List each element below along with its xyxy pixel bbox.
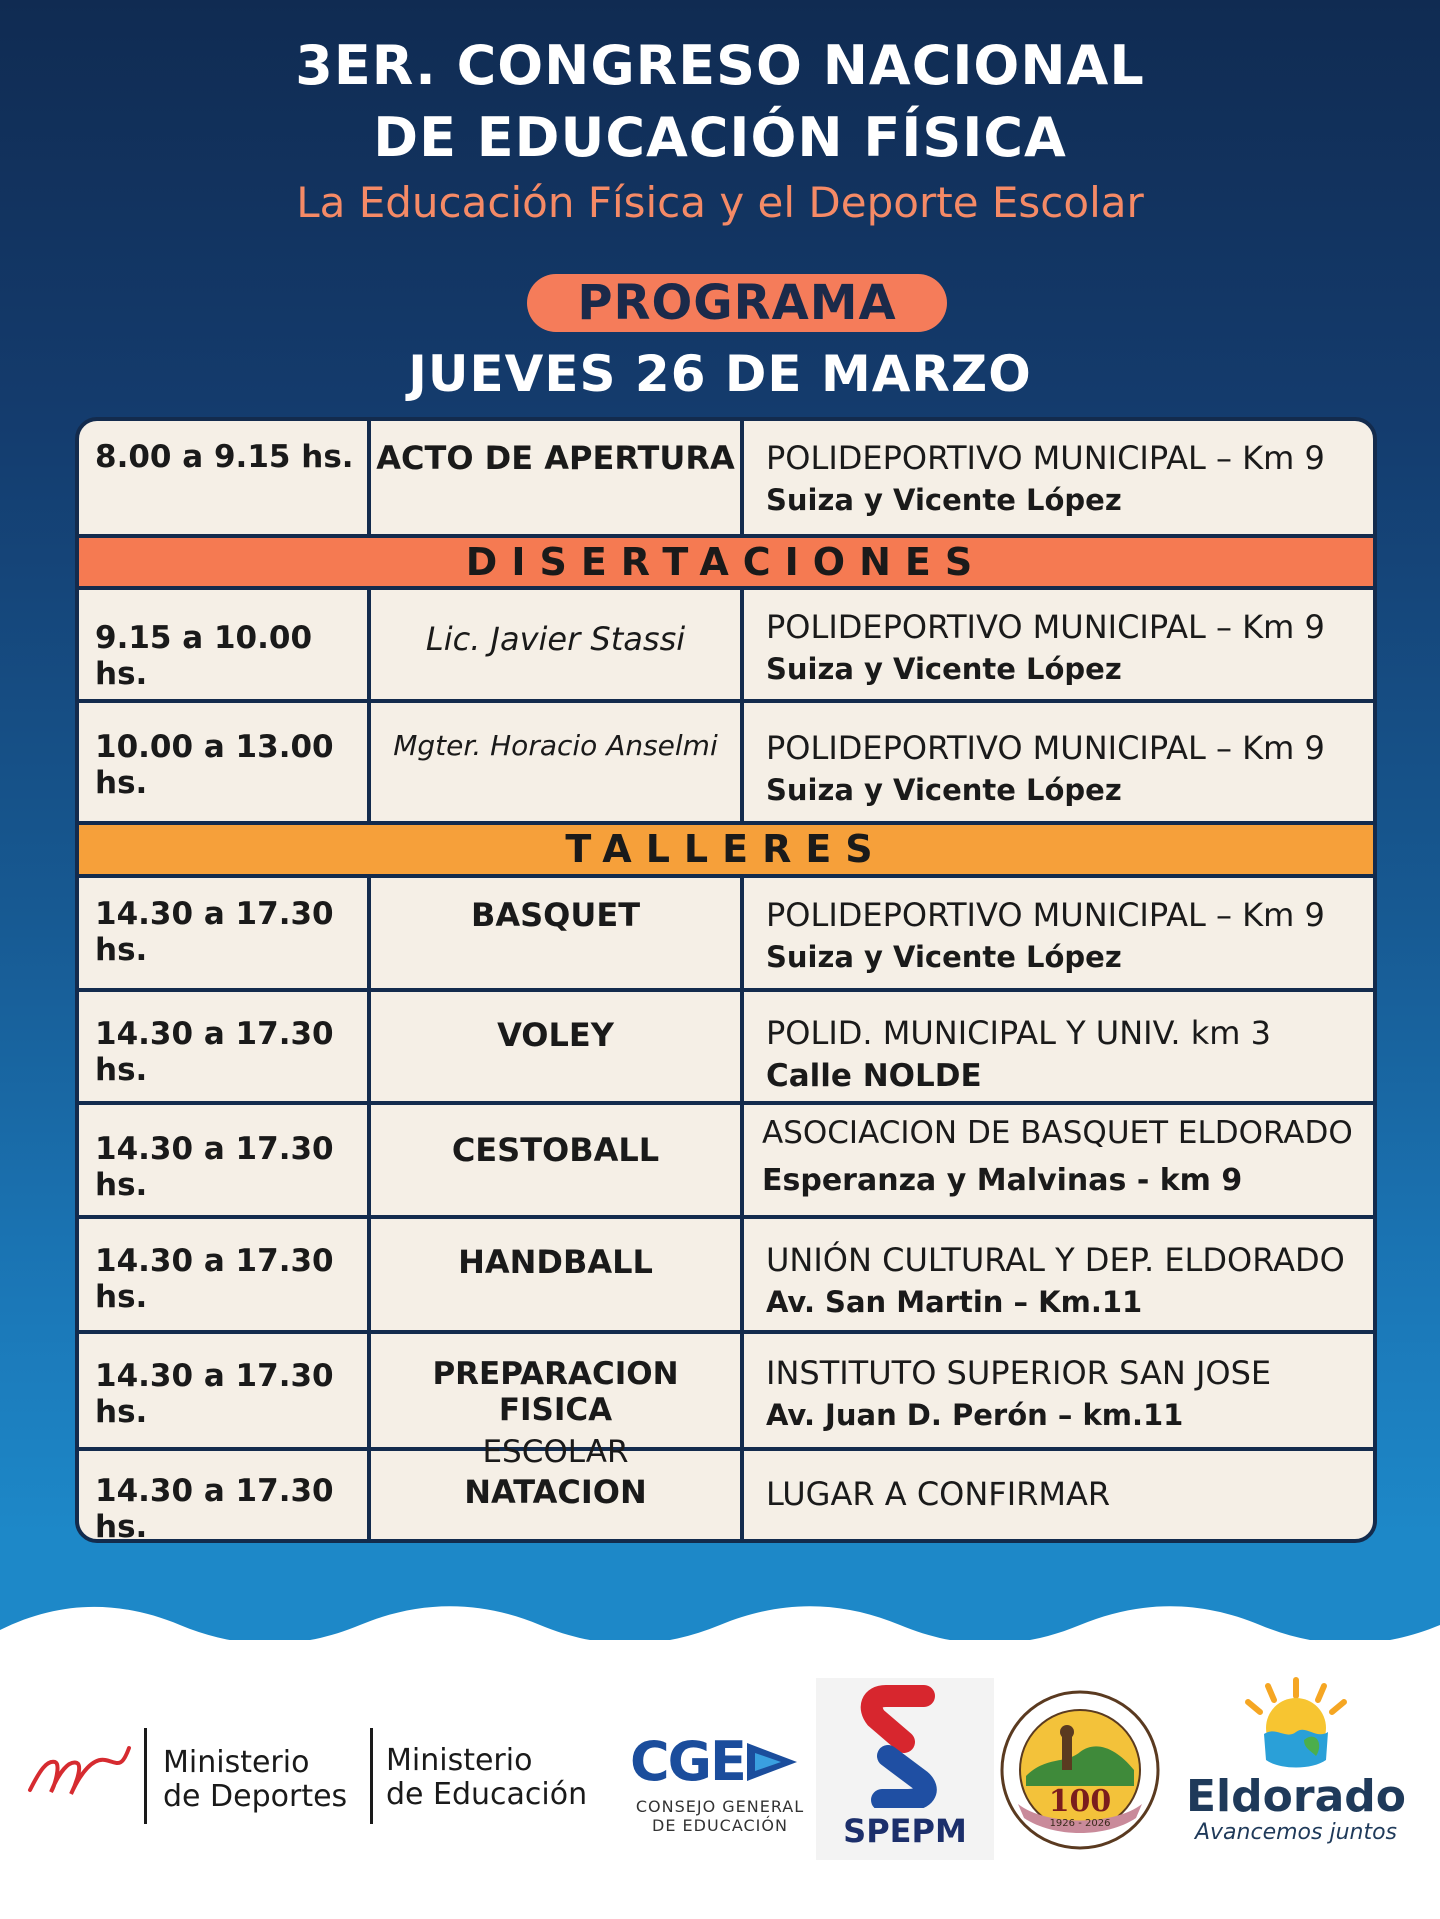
table-row [79,590,1373,703]
time-cell: 14.30 a 17.30 hs. [79,878,371,988]
spepm-label: SPEPM [843,1812,967,1850]
title-line-2: DE EDUCACIÓN FÍSICA [373,106,1067,169]
location-name: POLIDEPORTIVO MUNICIPAL – Km 9 [766,439,1325,477]
cge-name-1: CONSEJO GENERAL [635,1797,805,1816]
location-address: Calle NOLDE [766,1058,982,1094]
ministry-label: Ministerio [386,1743,533,1778]
event-date: JUEVES 26 DE MARZO [408,345,1032,403]
activity-cell: HANDBALL [371,1219,744,1330]
location-cell [744,878,1373,988]
time-cell: 14.30 a 17.30 hs. [79,1219,371,1330]
logo-divider [144,1728,147,1824]
eldorado-logo [1186,1670,1406,1870]
location-name: POLID. MUNICIPAL Y UNIV. km 3 [766,1014,1271,1052]
table-row-opening [79,421,1373,538]
ministerio-educacion-text [386,1744,587,1812]
location-cell [744,703,1373,821]
deportes-mark-icon [25,1730,140,1810]
location-cell [744,1105,1373,1215]
time-cell: 14.30 a 17.30 hs. [79,1105,371,1215]
location-address: Suiza y Vicente López [766,652,1122,686]
time-cell: 8.00 a 9.15 hs. [79,421,371,534]
instituto-range: 1926 - 2026 [1049,1818,1111,1829]
title-line-1: 3ER. CONGRESO NACIONAL [295,34,1145,97]
location-name: ASOCIACION DE BASQUET ELDORADO [762,1115,1353,1151]
activity-cell: BASQUET [371,878,744,988]
location-name: LUGAR A CONFIRMAR [766,1475,1111,1513]
subtitle: La Educación Física y el Deporte Escolar [296,178,1144,227]
location-name: POLIDEPORTIVO MUNICIPAL – Km 9 [766,729,1325,767]
schedule-table [75,417,1377,1543]
location-name: UNIÓN CULTURAL Y DEP. ELDORADO [766,1241,1345,1279]
activity-name: PREPARACION FISICA [432,1356,679,1428]
activity-name-line-2: ESCOLAR [482,1434,629,1470]
table-row [79,1105,1373,1219]
activity-cell: VOLEY [371,992,744,1101]
speaker-cell: Lic. Javier Stassi [371,590,744,699]
instituto-seal-logo [996,1686,1164,1854]
activity-cell [371,1334,744,1470]
section-talleres: TALLERES [79,825,1373,878]
table-row [79,1451,1373,1543]
ministerio-deportes-text [163,1746,347,1814]
footer [0,1580,1440,1919]
instituto-years: 100 [1048,1784,1112,1819]
location-address: Av. Juan D. Perón – km.11 [766,1398,1184,1432]
location-address: Suiza y Vicente López [766,940,1122,974]
eldorado-name: Eldorado [1186,1771,1406,1822]
location-address: Suiza y Vicente López [766,483,1122,517]
location-name: INSTITUTO SUPERIOR SAN JOSE [766,1354,1272,1392]
eldorado-tagline: Avancemos juntos [1194,1820,1398,1845]
table-row [79,1219,1373,1334]
speaker-cell: Mgter. Horacio Anselmi [371,703,744,821]
time-cell: 14.30 a 17.30 hs. [79,992,371,1101]
location-cell [744,1219,1373,1330]
table-row [79,703,1373,825]
location-address: Av. San Martin – Km.11 [766,1285,1143,1319]
table-row [79,878,1373,992]
eldorado-sun-icon [1186,1670,1406,1770]
cge-name-2: DE EDUCACIÓN [652,1816,788,1835]
time-cell: 14.30 a 17.30 hs. [79,1334,371,1447]
location-cell [744,1334,1373,1447]
location-cell [744,590,1373,699]
table-row [79,1334,1373,1470]
program-badge: PROGRAMA [527,274,947,332]
activity-cell: ACTO DE APERTURA [371,421,744,534]
logo-divider [370,1728,373,1824]
location-name: POLIDEPORTIVO MUNICIPAL – Km 9 [766,896,1325,934]
location-cell [744,992,1373,1101]
location-address: Esperanza y Malvinas - km 9 [762,1163,1243,1198]
location-name: POLIDEPORTIVO MUNICIPAL – Km 9 [766,608,1325,646]
time-cell: 14.30 a 17.30 hs. [79,1451,371,1543]
activity-cell: CESTOBALL [371,1105,744,1215]
ministry-label: de Educación [386,1777,588,1812]
ministry-label: de Deportes [163,1779,348,1814]
ministerio-deportes-logo [25,1730,140,1810]
cge-logo [630,1730,810,1835]
activity-cell: NATACION [371,1451,744,1543]
section-disertaciones: DISERTACIONES [79,538,1373,590]
time-cell: 9.15 a 10.00 hs. [79,590,371,699]
spepm-logo [816,1678,994,1860]
ministry-label: Ministerio [163,1745,310,1780]
table-row [79,992,1373,1105]
play-arrow-icon [745,1739,801,1785]
spepm-mark-icon [816,1678,994,1808]
footer-logos [0,1640,1440,1919]
location-address: Suiza y Vicente López [766,773,1122,807]
cge-mark: CGE [630,1730,745,1793]
location-cell [744,1451,1373,1543]
time-cell: 10.00 a 13.00 hs. [79,703,371,821]
location-cell [744,421,1373,534]
